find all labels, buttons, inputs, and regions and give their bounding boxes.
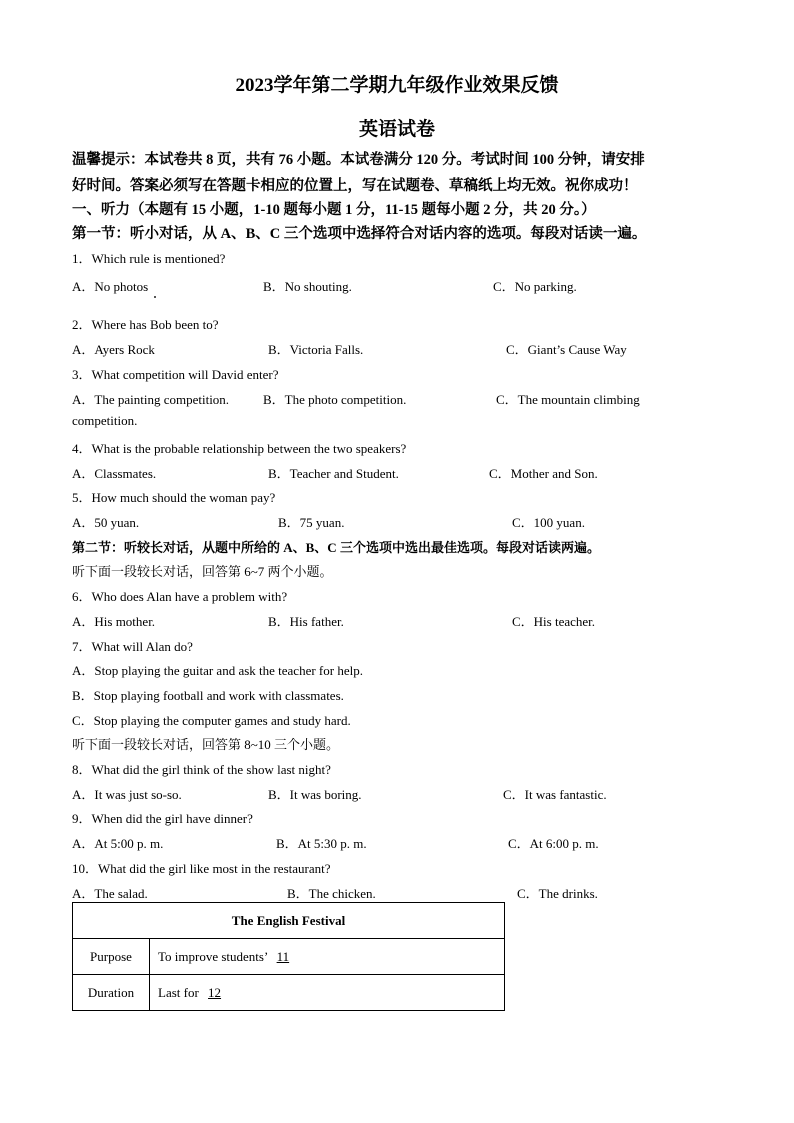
table-row	[73, 975, 505, 1011]
question-6: 6．Who does Alan have a problem with?	[72, 589, 288, 604]
q4-option-c: C．Mother and Son.	[489, 466, 598, 481]
q9-option-c: C．At 6:00 p. m.	[508, 836, 599, 851]
english-festival-table	[72, 902, 505, 1011]
q8-option-b: B．It was boring.	[268, 787, 362, 802]
q3-option-c: C．The mountain climbing	[496, 392, 640, 407]
blank-12: 12	[208, 984, 222, 1000]
q4-option-b: B．Teacher and Student.	[268, 466, 399, 481]
q6-option-b: B．His father.	[268, 614, 344, 629]
part1-instruction: 第一节：听小对话，从 A、B、C 三个选项中选择符合对话内容的选项。每段对话读一遍。	[72, 226, 647, 242]
q2-option-a: A．Ayers Rock	[72, 342, 155, 357]
q3-option-b: B．The photo competition.	[263, 392, 407, 407]
q10-option-b: B．The chicken.	[287, 886, 376, 901]
question-10: 10．What did the girl like most in the restaurant?	[72, 861, 331, 876]
dialog2-intro: 听下面一段较长对话，回答第 8~10 三个小题。	[72, 737, 340, 752]
q5-option-b: B．75 yuan.	[278, 515, 345, 530]
q7-option-b: B．Stop playing football and work with classmates.	[72, 688, 344, 703]
q9-option-b: B．At 5:30 p. m.	[276, 836, 367, 851]
purpose-text: To improve students’	[158, 948, 271, 964]
question-9: 9．When did the girl have dinner?	[72, 811, 253, 826]
q8-option-a: A．It was just so-so.	[72, 787, 182, 802]
row-label-duration: Duration	[73, 975, 150, 1011]
blank-11: 11	[276, 948, 290, 964]
q1-option-a: A．No photos	[72, 279, 149, 294]
q10-option-a: A．The salad.	[72, 886, 148, 901]
question-1: 1．Which rule is mentioned?	[72, 251, 226, 266]
q9-option-a: A．At 5:00 p. m.	[72, 836, 164, 851]
q5-option-a: A．50 yuan.	[72, 515, 140, 530]
q3-option-c-continued: competition.	[72, 413, 138, 428]
question-5: 5．How much should the woman pay?	[72, 490, 276, 505]
q5-option-c: C．100 yuan.	[512, 515, 585, 530]
question-8: 8．What did the girl think of the show last night?	[72, 762, 331, 777]
table-row	[73, 939, 505, 975]
row-label-purpose: Purpose	[73, 939, 150, 975]
q1-option-c: C．No parking.	[493, 279, 577, 294]
question-7: 7．What will Alan do?	[72, 639, 193, 654]
dialog1-intro: 听下面一段较长对话，回答第 6~7 两个小题。	[72, 564, 333, 579]
q2-option-b: B．Victoria Falls.	[268, 342, 364, 357]
row-value-duration	[150, 975, 505, 1011]
question-2: 2．Where has Bob been to?	[72, 317, 219, 332]
exam-subtitle: 英语试卷	[358, 119, 435, 140]
section1-heading: 一、听力（本题有 15 小题，1-10 题每小题 1 分，11-15 题每小题 2 分，共 20 分。）	[72, 202, 596, 218]
q3-option-a: A．The painting competition.	[72, 392, 230, 407]
table-header-row	[73, 903, 505, 939]
q7-option-a: A．Stop playing the guitar and ask the teacher for help.	[72, 663, 363, 678]
question-3: 3．What competition will David enter?	[72, 367, 279, 382]
q6-option-c: C．His teacher.	[512, 614, 596, 629]
stray-dot	[154, 296, 156, 298]
row-value-purpose	[150, 939, 505, 975]
exam-title: 2023学年第二学期九年级作业效果反馈	[235, 75, 559, 96]
q7-option-c: C．Stop playing the computer games and study hard.	[72, 713, 351, 728]
q6-option-a: A．His mother.	[72, 614, 156, 629]
q1-option-b: B．No shouting.	[263, 279, 352, 294]
q2-option-c: C．Giant’s Cause Way	[506, 342, 627, 357]
question-4: 4．What is the probable relationship between the two speakers?	[72, 441, 407, 456]
table-title: The English Festival	[73, 903, 505, 939]
q8-option-c: C．It was fantastic.	[503, 787, 607, 802]
q4-option-a: A．Classmates.	[72, 466, 157, 481]
part2-instruction: 第二节：听较长对话，从题中所给的 A、B、C 三个选项中选出最佳选项。每段对话读两遍。	[72, 540, 600, 555]
q10-option-c: C．The drinks.	[517, 886, 598, 901]
duration-text: Last for	[158, 984, 203, 1000]
notice-line-2: 好时间。答案必须写在答题卡相应的位置上，写在试题卷、草稿纸上均无效。祝你成功！	[72, 178, 638, 194]
notice-line-1: 温馨提示：本试卷共 8 页，共有 76 小题。本试卷满分 120 分。考试时间 100 分钟，请安排	[72, 152, 645, 168]
